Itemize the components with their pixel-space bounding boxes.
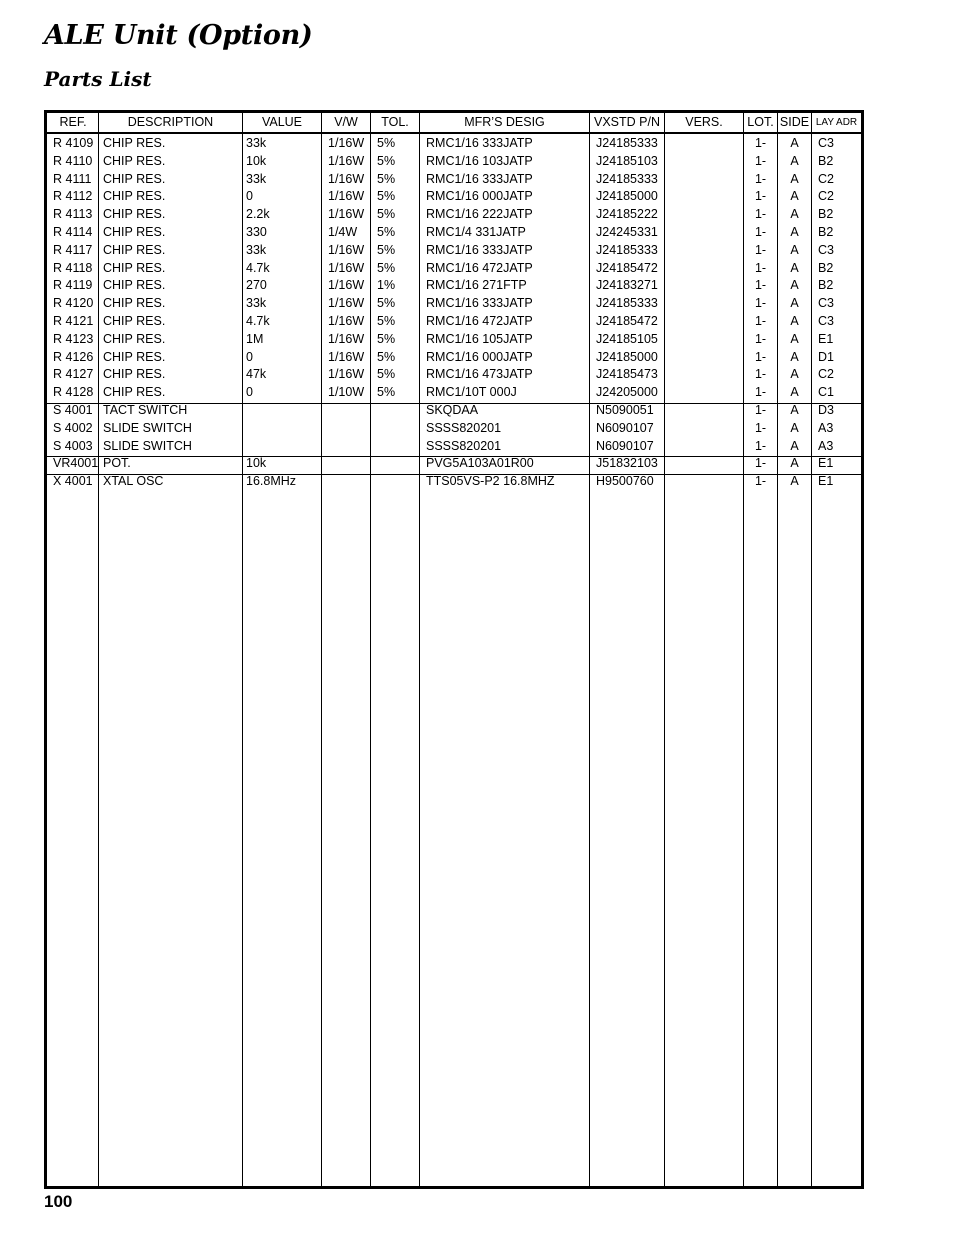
cell-lay-adr: B2 xyxy=(818,153,834,168)
cell-description: CHIP RES. xyxy=(103,153,166,168)
cell-lay-adr: D3 xyxy=(818,403,834,417)
cell-vxstd-pn: J24185333 xyxy=(596,171,658,186)
cell-lay-adr: C3 xyxy=(818,242,834,257)
page-number: 100 xyxy=(44,1192,73,1211)
cell-vxstd-pn: H9500760 xyxy=(596,474,654,489)
cell-vers xyxy=(669,313,743,331)
cell-lot: 1- xyxy=(754,260,767,275)
cell-lay-adr: E1 xyxy=(818,456,834,471)
cell-lay-adr: A3 xyxy=(818,420,834,435)
table-row xyxy=(47,171,861,189)
cell-tol xyxy=(377,473,419,491)
cell-side: A xyxy=(790,474,799,489)
cell-description: CHIP RES. xyxy=(103,278,166,293)
cell-value: 1M xyxy=(246,331,264,346)
cell-value xyxy=(246,420,321,438)
cell-description: CHIP RES. xyxy=(103,331,166,346)
cell-side: A xyxy=(790,207,799,222)
cell-lot: 1- xyxy=(754,153,767,168)
cell-ref: R 4126 xyxy=(53,349,94,364)
group-separator xyxy=(47,474,861,475)
cell-vers xyxy=(669,277,743,295)
cell-lay-adr: C3 xyxy=(818,314,834,328)
table-row xyxy=(47,402,861,420)
table-row xyxy=(47,206,861,224)
cell-value: 33k xyxy=(246,242,267,257)
cell-lay-adr: C2 xyxy=(818,189,834,204)
cell-value: 33k xyxy=(246,136,267,150)
cell-ref: R 4121 xyxy=(53,314,94,328)
column-divider xyxy=(664,113,665,1186)
cell-vxstd-pn: J24183271 xyxy=(596,278,658,293)
cell-vxstd-pn: J24185105 xyxy=(596,331,658,346)
cell-mfr-desig: RMC1/10T 000J xyxy=(426,385,517,400)
cell-vw: 1/16W xyxy=(328,349,365,364)
cell-description: SLIDE SWITCH xyxy=(103,438,192,453)
cell-ref: R 4117 xyxy=(53,242,93,257)
table-row xyxy=(47,260,861,278)
group-separator xyxy=(47,456,861,457)
cell-value: 47k xyxy=(246,367,267,382)
cell-vers xyxy=(669,331,743,349)
cell-vw xyxy=(328,455,370,473)
cell-lay-adr: E1 xyxy=(818,331,834,346)
cell-lot: 1- xyxy=(754,171,767,186)
cell-ref: R 4112 xyxy=(53,189,93,204)
cell-side: A xyxy=(790,438,799,453)
cell-side: A xyxy=(790,153,799,168)
cell-mfr-desig: RMC1/16 103JATP xyxy=(426,153,533,168)
table-row xyxy=(47,384,861,402)
cell-tol: 5% xyxy=(377,349,396,364)
cell-vw: 1/16W xyxy=(328,314,365,328)
cell-value: 4.7k xyxy=(246,314,270,328)
header-ref: REF. xyxy=(59,115,87,129)
cell-ref: R 4109 xyxy=(53,136,94,150)
cell-ref: X 4001 xyxy=(53,474,93,489)
cell-side: A xyxy=(790,403,799,417)
cell-vers xyxy=(669,224,743,242)
cell-side: A xyxy=(790,278,799,293)
column-divider xyxy=(777,113,778,1186)
table-row xyxy=(47,455,861,473)
cell-vers xyxy=(669,349,743,367)
cell-vw: 1/16W xyxy=(328,136,365,150)
cell-tol: 5% xyxy=(377,207,396,222)
cell-description: CHIP RES. xyxy=(103,349,166,364)
header-value: VALUE xyxy=(261,115,303,129)
header-side: SIDE xyxy=(779,115,810,129)
cell-value: 270 xyxy=(246,278,267,293)
cell-mfr-desig: RMC1/16 000JATP xyxy=(426,349,533,364)
cell-tol xyxy=(377,420,419,438)
cell-ref: R 4118 xyxy=(53,260,93,275)
cell-lot: 1- xyxy=(754,474,767,489)
cell-side: A xyxy=(790,260,799,275)
header-vers: VERS. xyxy=(685,115,723,129)
cell-mfr-desig: RMC1/16 271FTP xyxy=(426,278,527,293)
cell-value: 16.8MHz xyxy=(246,474,297,489)
cell-vxstd-pn: J24185333 xyxy=(596,136,658,150)
table-row xyxy=(47,153,861,171)
cell-tol: 5% xyxy=(377,367,396,382)
cell-vxstd-pn: J24185333 xyxy=(596,296,658,311)
cell-mfr-desig: RMC1/16 105JATP xyxy=(426,331,533,346)
cell-lay-adr: C3 xyxy=(818,296,834,311)
cell-ref: R 4120 xyxy=(53,296,94,311)
cell-description: CHIP RES. xyxy=(103,260,166,275)
page-subtitle: Parts List xyxy=(44,67,152,91)
table-row xyxy=(47,438,861,456)
cell-value: 2.2k xyxy=(246,207,270,222)
header-vw: V/W xyxy=(334,115,358,129)
table-row xyxy=(47,331,861,349)
cell-value: 0 xyxy=(246,385,253,400)
column-divider xyxy=(370,113,371,1186)
cell-description: CHIP RES. xyxy=(103,171,166,186)
table-header-row xyxy=(47,113,861,134)
cell-ref: R 4113 xyxy=(53,207,93,222)
cell-tol: 1% xyxy=(377,278,396,293)
cell-value xyxy=(246,438,321,456)
cell-lot: 1- xyxy=(754,456,767,471)
cell-value: 10k xyxy=(246,153,267,168)
cell-vxstd-pn: J24185000 xyxy=(596,189,658,204)
column-divider xyxy=(321,113,322,1186)
cell-vers xyxy=(669,295,743,313)
cell-mfr-desig: RMC1/16 333JATP xyxy=(426,171,533,186)
cell-lot: 1- xyxy=(754,403,767,417)
page-title: ALE Unit (Option) xyxy=(44,20,313,51)
table-row xyxy=(47,224,861,242)
cell-description: CHIP RES. xyxy=(103,189,166,204)
cell-description: CHIP RES. xyxy=(103,136,166,150)
cell-vers xyxy=(669,153,743,171)
cell-ref: R 4114 xyxy=(53,225,93,239)
cell-side: A xyxy=(790,189,799,204)
cell-vw: 1/16W xyxy=(328,171,365,186)
cell-vw: 1/16W xyxy=(328,242,365,257)
header-vxstd-pn: VXSTD P/N xyxy=(594,115,660,129)
cell-vw: 1/16W xyxy=(328,153,365,168)
header-lay-adr: LAY ADR xyxy=(815,117,858,128)
cell-mfr-desig: SKQDAA xyxy=(426,403,479,417)
header-tol: TOL. xyxy=(381,115,409,129)
cell-vxstd-pn: N6090107 xyxy=(596,420,654,435)
cell-mfr-desig: RMC1/16 333JATP xyxy=(426,296,533,311)
cell-ref: R 4128 xyxy=(53,385,94,400)
cell-lot: 1- xyxy=(754,296,767,311)
cell-tol: 5% xyxy=(377,225,396,239)
cell-tol: 5% xyxy=(377,136,396,150)
cell-vxstd-pn: J24185472 xyxy=(596,260,658,275)
cell-mfr-desig: SSSS820201 xyxy=(426,438,502,453)
cell-mfr-desig: TTS05VS-P2 16.8MHZ xyxy=(426,474,555,489)
cell-lot: 1- xyxy=(754,367,767,382)
cell-vers xyxy=(669,206,743,224)
cell-mfr-desig: SSSS820201 xyxy=(426,420,502,435)
cell-vxstd-pn: J24185000 xyxy=(596,349,658,364)
cell-lot: 1- xyxy=(754,207,767,222)
cell-vxstd-pn: J24185473 xyxy=(596,367,658,382)
cell-tol xyxy=(377,402,419,420)
cell-tol: 5% xyxy=(377,385,396,400)
cell-vers xyxy=(669,420,743,438)
cell-tol xyxy=(377,455,419,473)
cell-mfr-desig: PVG5A103A01R00 xyxy=(426,456,534,471)
table-row xyxy=(47,188,861,206)
cell-description: CHIP RES. xyxy=(103,385,166,400)
cell-tol: 5% xyxy=(377,242,396,257)
column-divider xyxy=(811,113,812,1186)
cell-vers xyxy=(669,384,743,402)
cell-lay-adr: C2 xyxy=(818,367,834,382)
cell-lay-adr: B2 xyxy=(818,207,834,222)
cell-vxstd-pn: J24185333 xyxy=(596,242,658,257)
cell-lay-adr: B2 xyxy=(818,225,834,239)
cell-value: 10k xyxy=(246,456,267,471)
cell-lay-adr: B2 xyxy=(818,278,834,293)
cell-vw: 1/16W xyxy=(328,367,365,382)
cell-description: CHIP RES. xyxy=(103,225,166,239)
cell-mfr-desig: RMC1/16 333JATP xyxy=(426,136,533,150)
cell-ref: VR4001 xyxy=(53,456,99,471)
cell-lot: 1- xyxy=(754,438,767,453)
cell-tol: 5% xyxy=(377,314,396,328)
cell-lot: 1- xyxy=(754,278,767,293)
cell-value: 33k xyxy=(246,171,267,186)
cell-side: A xyxy=(790,171,799,186)
cell-tol: 5% xyxy=(377,189,396,204)
cell-description: CHIP RES. xyxy=(103,242,166,257)
cell-vw: 1/10W xyxy=(328,385,365,400)
column-divider xyxy=(743,113,744,1186)
cell-side: A xyxy=(790,367,799,382)
cell-side: A xyxy=(790,242,799,257)
table-row xyxy=(47,135,861,153)
cell-lay-adr: B2 xyxy=(818,260,834,275)
column-divider xyxy=(419,113,420,1186)
cell-value: 0 xyxy=(246,349,253,364)
cell-lot: 1- xyxy=(754,136,767,150)
cell-ref: S 4002 xyxy=(53,420,93,435)
cell-value: 33k xyxy=(246,296,267,311)
cell-mfr-desig: RMC1/16 000JATP xyxy=(426,189,533,204)
table-row xyxy=(47,242,861,260)
cell-vw: 1/16W xyxy=(328,331,365,346)
cell-ref: R 4127 xyxy=(53,367,94,382)
cell-vw: 1/16W xyxy=(328,207,365,222)
cell-side: A xyxy=(790,136,799,150)
cell-ref: S 4003 xyxy=(53,438,93,453)
cell-value: 0 xyxy=(246,189,253,204)
header-lot: LOT. xyxy=(747,115,774,129)
cell-mfr-desig: RMC1/16 333JATP xyxy=(426,242,533,257)
cell-side: A xyxy=(790,314,799,328)
header-description: DESCRIPTION xyxy=(127,115,214,129)
cell-side: A xyxy=(790,225,799,239)
cell-lay-adr: E1 xyxy=(818,474,834,489)
table-row xyxy=(47,473,861,491)
cell-vers xyxy=(669,366,743,384)
cell-lot: 1- xyxy=(754,349,767,364)
table-row xyxy=(47,295,861,313)
group-separator xyxy=(47,403,861,404)
cell-vxstd-pn: J24205000 xyxy=(596,385,658,400)
table-row xyxy=(47,277,861,295)
cell-description: POT. xyxy=(103,456,131,471)
cell-lot: 1- xyxy=(754,331,767,346)
cell-tol: 5% xyxy=(377,260,396,275)
cell-vw xyxy=(328,473,370,491)
cell-description: CHIP RES. xyxy=(103,314,166,328)
cell-vxstd-pn: N6090107 xyxy=(596,438,654,453)
cell-side: A xyxy=(790,456,799,471)
table-row xyxy=(47,349,861,367)
cell-lot: 1- xyxy=(754,314,767,328)
cell-vers xyxy=(669,455,743,473)
cell-vw: 1/16W xyxy=(328,296,365,311)
cell-description: TACT SWITCH xyxy=(103,403,188,417)
cell-value: 330 xyxy=(246,225,267,239)
column-divider xyxy=(589,113,590,1186)
cell-ref: R 4123 xyxy=(53,331,94,346)
cell-vers xyxy=(669,171,743,189)
cell-vers xyxy=(669,242,743,260)
cell-mfr-desig: RMC1/4 331JATP xyxy=(426,225,526,239)
cell-description: CHIP RES. xyxy=(103,207,166,222)
cell-vxstd-pn: J24245331 xyxy=(596,225,658,239)
cell-description: SLIDE SWITCH xyxy=(103,420,192,435)
cell-vw xyxy=(328,420,370,438)
cell-tol: 5% xyxy=(377,153,396,168)
cell-description: CHIP RES. xyxy=(103,367,166,382)
cell-value xyxy=(246,402,321,420)
cell-vw: 1/16W xyxy=(328,278,365,293)
cell-ref: R 4119 xyxy=(53,278,93,293)
cell-vers xyxy=(669,402,743,420)
parts-table xyxy=(44,110,864,1189)
cell-vers xyxy=(669,188,743,206)
cell-vw xyxy=(328,402,370,420)
table-row xyxy=(47,420,861,438)
cell-vw xyxy=(328,438,370,456)
cell-vxstd-pn: J24185472 xyxy=(596,314,658,328)
cell-description: XTAL OSC xyxy=(103,474,164,489)
cell-lot: 1- xyxy=(754,420,767,435)
cell-side: A xyxy=(790,385,799,400)
cell-tol: 5% xyxy=(377,331,396,346)
cell-vers xyxy=(669,135,743,153)
cell-side: A xyxy=(790,349,799,364)
cell-vxstd-pn: J24185103 xyxy=(596,153,658,168)
cell-description: CHIP RES. xyxy=(103,296,166,311)
cell-tol: 5% xyxy=(377,296,396,311)
cell-vw: 1/16W xyxy=(328,260,365,275)
cell-vxstd-pn: N5090051 xyxy=(596,403,654,417)
cell-ref: R 4110 xyxy=(53,153,93,168)
cell-mfr-desig: RMC1/16 222JATP xyxy=(426,207,533,222)
header-mfr-desig: MFR’S DESIG xyxy=(464,115,545,129)
cell-lot: 1- xyxy=(754,242,767,257)
cell-vw: 1/16W xyxy=(328,189,365,204)
cell-tol xyxy=(377,438,419,456)
cell-lot: 1- xyxy=(754,189,767,204)
cell-lay-adr: C1 xyxy=(818,385,834,400)
cell-vers xyxy=(669,438,743,456)
cell-tol: 5% xyxy=(377,171,396,186)
cell-mfr-desig: RMC1/16 472JATP xyxy=(426,314,533,328)
cell-vxstd-pn: J51832103 xyxy=(596,456,658,471)
cell-lay-adr: A3 xyxy=(818,438,834,453)
cell-lot: 1- xyxy=(754,225,767,239)
cell-ref: R 4111 xyxy=(53,171,92,186)
cell-mfr-desig: RMC1/16 473JATP xyxy=(426,367,533,382)
cell-side: A xyxy=(790,296,799,311)
cell-side: A xyxy=(790,420,799,435)
cell-vxstd-pn: J24185222 xyxy=(596,207,658,222)
cell-side: A xyxy=(790,331,799,346)
table-row xyxy=(47,366,861,384)
table-row xyxy=(47,313,861,331)
cell-mfr-desig: RMC1/16 472JATP xyxy=(426,260,533,275)
cell-value: 4.7k xyxy=(246,260,270,275)
cell-ref: S 4001 xyxy=(53,403,93,417)
column-divider xyxy=(98,113,99,1186)
cell-lay-adr: C2 xyxy=(818,171,834,186)
cell-vw: 1/4W xyxy=(328,225,358,239)
cell-vers xyxy=(669,260,743,278)
cell-lay-adr: D1 xyxy=(818,349,834,364)
cell-vers xyxy=(669,473,743,491)
cell-lay-adr: C3 xyxy=(818,136,834,150)
cell-lot: 1- xyxy=(754,385,767,400)
column-divider xyxy=(242,113,243,1186)
